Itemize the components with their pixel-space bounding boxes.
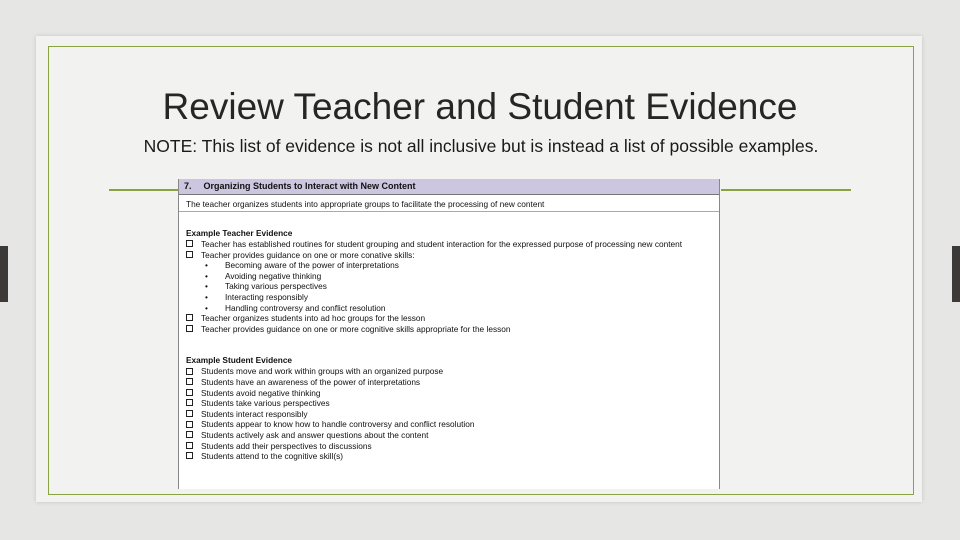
- list-item: Students attend to the cognitive skill(s): [179, 451, 719, 462]
- divider-right: [721, 189, 851, 191]
- teacher-evidence-title: Example Teacher Evidence: [186, 228, 293, 238]
- document-header: [179, 179, 719, 195]
- left-edge-tab: [0, 246, 8, 302]
- list-subitem: • Avoiding negative thinking: [205, 270, 322, 281]
- checkbox-icon: [186, 442, 193, 449]
- checkbox-icon: [186, 410, 193, 417]
- list-subitem: • Taking various perspectives: [205, 281, 327, 292]
- element-number: 7.: [184, 181, 192, 191]
- list-item: Students appear to know how to handle controversy and conflict resolution: [179, 419, 719, 430]
- element-description: The teacher organizes students into appropriate groups to facilitate the processing of new content: [179, 195, 719, 212]
- checkbox-icon: [186, 368, 193, 375]
- list-item: Students add their perspectives to discussions: [179, 441, 719, 452]
- checkbox-icon: [186, 431, 193, 438]
- evidence-document: [178, 179, 720, 489]
- checkbox-icon: [186, 421, 193, 428]
- checkbox-icon: [186, 240, 193, 247]
- list-item: Teacher provides guidance on one or more conative skills:: [179, 250, 719, 261]
- list-item: Students move and work within groups with an organized purpose: [179, 366, 719, 377]
- list-item: Students actively ask and answer questions about the content: [179, 430, 719, 441]
- list-item: Teacher provides guidance on one or more cognitive skills appropriate for the lesson: [179, 324, 719, 335]
- student-evidence-list: [179, 366, 719, 461]
- list-item: Students take various perspectives: [179, 398, 719, 409]
- list-item: Students avoid negative thinking: [179, 388, 719, 399]
- bullet-icon: •: [205, 270, 208, 281]
- list-subitem: • Handling controversy and conflict resolution: [205, 302, 386, 313]
- list-item: Teacher organizes students into ad hoc groups for the lesson: [179, 313, 719, 324]
- list-item: Students interact responsibly: [179, 409, 719, 420]
- checkbox-icon: [186, 389, 193, 396]
- bullet-icon: •: [205, 260, 208, 271]
- right-edge-tab: [952, 246, 960, 302]
- student-evidence-title: Example Student Evidence: [186, 355, 293, 366]
- teacher-evidence-list: [179, 239, 719, 334]
- list-subitem: • Becoming aware of the power of interpretations: [205, 260, 399, 271]
- bullet-icon: •: [205, 281, 208, 292]
- list-subitem: • Interacting responsibly: [205, 291, 309, 302]
- list-item: Teacher has established routines for student grouping and student interaction for the expressed purpose of processing new content: [179, 239, 719, 250]
- bullet-icon: •: [205, 302, 208, 313]
- slide-note: NOTE: This list of evidence is not all inclusive but is instead a list of possible examples.: [143, 136, 819, 156]
- list-item: Students have an awareness of the power of interpretations: [179, 377, 719, 388]
- bullet-icon: •: [205, 291, 208, 302]
- checkbox-icon: [186, 378, 193, 385]
- checkbox-icon: [186, 452, 193, 459]
- divider-left: [109, 189, 179, 191]
- slide-title: Review Teacher and Student Evidence: [162, 86, 798, 127]
- element-title: Organizing Students to Interact with New Content: [203, 181, 416, 191]
- checkbox-icon: [186, 314, 193, 321]
- checkbox-icon: [186, 251, 193, 258]
- checkbox-icon: [186, 399, 193, 406]
- checkbox-icon: [186, 325, 193, 332]
